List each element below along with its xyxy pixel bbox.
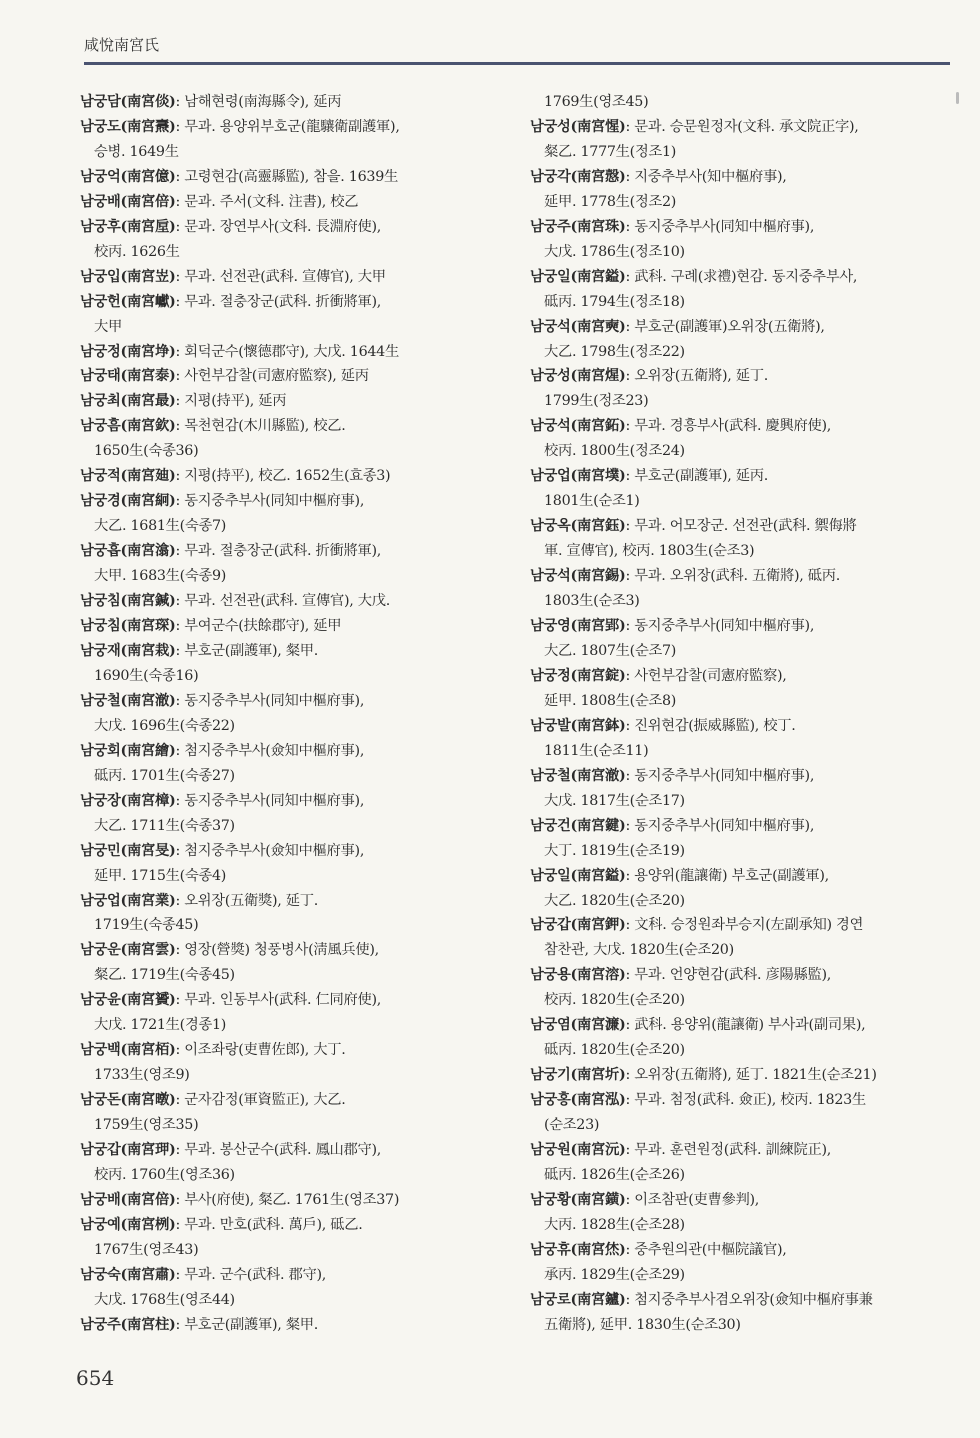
entry-continuation: 承丙. 1829生(순조29) [544,1266,685,1283]
person-name: 남궁일(南宮鎰) [530,268,626,285]
genealogy-entry [80,938,472,963]
entry-text: : 동지중추부사(同知中樞府事), [625,817,815,834]
entry-text: : 오위장(五衛將), 延丁. [625,368,769,385]
entry-text: : 부호군(副護軍), 延丙. [625,468,769,485]
genealogy-entry [80,1038,472,1063]
entry-text: : 무과. 선전관(武科. 宣傳官), 大甲 [175,268,386,285]
entry-continuation: 延甲. 1715生(숙종4) [94,867,227,884]
entry-continuation: 大乙. 1807生(순조7) [544,642,677,659]
person-name: 남궁장(南宮樟) [80,792,176,809]
entry-text: : 무과. 선전관(武科. 宣傳官), 大戊. [175,593,391,610]
genealogy-entry [80,1188,472,1213]
person-name: 남궁석(南宮錫) [530,568,626,585]
entry-text: : 무과. 봉산군수(武科. 鳳山郡守), [175,1142,382,1159]
person-name: 남궁용(南宮溶) [530,967,626,984]
genealogy-entry [530,115,950,140]
genealogy-entry [80,739,472,764]
entry-continuation: 粲乙. 1777生(정조1) [544,143,677,160]
person-name: 남궁운(南宮雲) [80,942,176,959]
person-name: 남궁배(南宮倍) [80,1191,176,1208]
entry-text: : 문과. 장연부사(文科. 長淵府使), [175,218,382,235]
genealogy-entry [530,1188,950,1213]
entry-text: : 동지중추부사(同知中樞府事), [175,792,365,809]
person-name: 남궁재(南宮栽) [80,642,176,659]
genealogy-entry [80,1138,472,1163]
entry-continuation: 校丙. 1800生(정조24) [544,443,685,460]
genealogy-entry [530,664,950,689]
entry-continuation: 軍. 宣傳官), 校丙. 1803生(순조3) [544,543,755,560]
entry-text: : 사헌부감찰(司憲府監察), [625,667,787,684]
genealogy-entry [530,364,950,389]
entry-text: : 지중추부사(知中樞府事), [625,168,787,185]
genealogy-entry [80,639,472,664]
entry-continuation: 延甲. 1808生(순조8) [544,692,677,709]
entry-text: : 무과. 용양위부호군(龍驤衛副護軍), [175,118,400,135]
genealogy-entry [530,165,950,190]
entry-text: : 군자감정(軍資監正), 大乙. [175,1092,346,1109]
page-number: 654 [76,1366,115,1390]
entry-continuation: 校丙. 1760生(영조36) [94,1166,235,1183]
entry-continuation: 大戊. 1721生(경종1) [94,1017,227,1034]
genealogy-entry [80,389,472,414]
person-name: 남궁민(南宮旻) [80,842,176,859]
genealogy-entry [530,864,950,889]
page-edge-mark [956,92,959,104]
entry-text: : 사헌부감찰(司憲府監察), 延丙 [175,368,369,385]
entry-continuation: 1769生(영조45) [544,94,649,110]
entry-text: : 영장(營獎) 청풍병사(淸風兵使), [175,942,379,959]
genealogy-entry [530,1138,950,1163]
entry-continuation: 1767生(영조43) [94,1241,199,1258]
entry-text: : 동지중추부사(同知中樞府事), [625,618,815,635]
person-name: 남궁흡(南宮潝) [80,543,176,560]
entry-text: : 문과. 승문원정자(文科. 承文院正字), [625,118,859,135]
header-rule [84,62,950,65]
person-name: 남궁침(南宮鍼) [80,593,176,610]
entry-continuation: 大乙. 1820生(순조20) [544,892,685,909]
genealogy-entry [80,1213,472,1238]
entry-continuation: 大戊. 1696生(숙종22) [94,717,235,734]
genealogy-entry [80,190,472,215]
entry-continuation: 1803生(순조3) [544,593,640,610]
entry-text: : 무과. 절충장군(武科. 折衝將軍), [175,543,382,560]
person-name: 남궁입(南宮岦) [80,268,176,285]
entry-text: : 오위장(五衛獎), 延丁. [175,892,319,909]
genealogy-entry [80,364,472,389]
entry-continuation: 大乙. 1798生(정조22) [544,343,685,360]
person-name: 남궁홍(南宮泓) [530,1092,626,1109]
person-name: 남궁담(南宮倓) [80,94,176,110]
person-name: 남궁건(南宮鍵) [530,817,626,834]
entry-text: : 고령현감(高靈縣監), 참을. 1639生 [175,168,398,185]
entry-text: : 이조좌랑(吏曹佐郎), 大丁. [175,1042,346,1059]
genealogy-entry [530,714,950,739]
entry-text: : 무과. 오위장(武科. 五衛將), 砥丙. [625,568,841,585]
entry-continuation: (순조23) [544,1117,600,1134]
entry-continuation: 粲乙. 1719生(숙종45) [94,967,235,984]
entry-text: : 문과. 주서(文科. 注書), 校乙 [175,193,359,210]
genealogy-entry [530,564,950,589]
person-name: 남궁최(南宮最) [80,393,176,410]
person-name: 남궁갑(南宮玾) [80,1142,176,1159]
person-name: 남궁발(南宮鉢) [530,717,626,734]
genealogy-entry [80,614,472,639]
genealogy-entry [530,1288,950,1313]
person-name: 남궁윤(南宮贇) [80,992,176,1009]
entry-text: : 동지중추부사(同知中樞府事), [175,692,365,709]
person-name: 남궁숙(南宮肅) [80,1266,176,1283]
entry-text: : 진위현감(振威縣監), 校丁. [625,717,796,734]
person-name: 남궁업(南宮墣) [530,468,626,485]
entry-continuation: 大戊. 1817生(순조17) [544,792,685,809]
person-name: 남궁흠(南宮欽) [80,418,176,435]
person-name: 남궁침(南宮琛) [80,618,176,635]
person-name: 남궁경(南宮絅) [80,493,176,510]
person-name: 남궁회(南宮繪) [80,742,176,759]
entry-continuation: 五衛將), 延甲. 1830生(순조30) [544,1316,741,1333]
entry-text: : 무과. 언양현감(武科. 彦陽縣監), [625,967,832,984]
person-name: 남궁옥(南宮鈺) [530,518,626,535]
person-name: 남궁황(南宮鐄) [530,1191,626,1208]
entry-continuation: 1811生(순조11) [544,742,649,759]
entry-continuation: 大乙. 1681生(숙종7) [94,518,227,535]
person-name: 남궁백(南宮栢) [80,1042,176,1059]
entry-text: : 武科. 구례(求禮)현감. 동지중추부사, [625,268,858,285]
entry-continuation: 승병. 1649生 [94,143,179,160]
person-name: 남궁각(南宮慤) [530,168,626,185]
entry-text: : 부호군(副護軍)오위장(五衛將), [625,318,825,335]
entry-continuation: 校丙. 1820生(순조20) [544,992,685,1009]
entry-continuation: 大丁. 1819生(순조19) [544,842,685,859]
entry-text: : 무과. 첨정(武科. 僉正), 校丙. 1823生 [625,1092,866,1109]
person-name: 남궁도(南宮燾) [80,118,176,135]
entry-continuation: 砥丙. 1794生(정조18) [544,293,685,310]
genealogy-entry [80,265,472,290]
entry-continuation: 砥丙. 1820生(순조20) [544,1042,685,1059]
genealogy-entry [530,215,950,240]
genealogy-entry [530,265,950,290]
person-name: 남궁주(南宮柱) [80,1316,176,1333]
entry-text: : 첨지중추부사(僉知中樞府事), [175,842,365,859]
genealogy-entry [80,165,472,190]
genealogy-entry [80,414,472,439]
person-name: 남궁원(南宮沅) [530,1142,626,1159]
entry-text: : 무과. 훈련원정(武科. 訓練院正), [625,1142,832,1159]
person-name: 남궁염(南宮濂) [530,1017,626,1034]
genealogy-entry [80,1088,472,1113]
entry-continuation: 1759生(영조35) [94,1117,199,1134]
genealogy-entry [530,514,950,539]
person-name: 남궁철(南宮澈) [80,692,176,709]
entry-continuation: 1733生(영조9) [94,1067,190,1084]
genealogy-entry [530,614,950,639]
entry-text: : 부호군(副護軍), 粲甲. [175,642,319,659]
genealogy-entry [80,115,472,140]
person-name: 남궁로(南宮鑪) [530,1291,626,1308]
genealogy-entry [80,215,472,240]
genealogy-entry [80,589,472,614]
entry-text: : 중추원의관(中樞院議官), [625,1241,787,1258]
person-name: 남궁정(南宮錠) [530,667,626,684]
genealogy-entry [80,889,472,914]
entry-continuation: 砥丙. 1701生(숙종27) [94,767,235,784]
entry-text: : 이조참판(吏曹參判), [625,1191,760,1208]
entry-continuation: 1719生(숙종45) [94,917,199,934]
person-name: 남궁주(南宮珠) [530,218,626,235]
person-name: 남궁휴(南宮烋) [530,1241,626,1258]
entry-text: : 무과. 절충장군(武科. 折衝將軍), [175,293,382,310]
genealogy-entry [530,814,950,839]
person-name: 남궁업(南宮業) [80,892,176,909]
entry-text: : 文科. 승정원좌부승지(左副承知) 경연 [625,917,864,934]
entry-continuation: 砥丙. 1826生(순조26) [544,1166,685,1183]
genealogy-entry [80,539,472,564]
genealogy-entry [530,414,950,439]
running-header: 咸悅南宮氏 [84,36,160,54]
entry-text: : 남해현령(南海縣令), 延丙 [175,94,342,110]
entry-continuation: 참찬관, 大戊. 1820生(순조20) [544,942,734,959]
person-name: 남궁돈(南宮暾) [80,1092,176,1109]
person-name: 남궁성(南宮惺) [530,118,626,135]
entry-text: : 회덕군수(懷德郡守), 大戊. 1644生 [175,343,399,360]
genealogy-entry [530,1063,950,1088]
genealogy-entry [530,1088,950,1113]
entry-text: : 목천현감(木川縣監), 校乙. [175,418,346,435]
entry-text: : 무과. 군수(武科. 郡守), [175,1266,327,1283]
entry-continuation: 大甲 [94,318,122,335]
entry-text: : 동지중추부사(同知中樞府事), [625,218,815,235]
person-name: 남궁일(南宮鎰) [530,867,626,884]
entry-text: : 부호군(副護軍), 粲甲. [175,1316,319,1333]
genealogy-entry [80,464,472,489]
entry-text: : 지평(持平), 校乙. 1652生(효종3) [175,468,391,485]
genealogy-entry [530,913,950,938]
entry-text: : 용양위(龍讓衛) 부호군(副護軍), [625,867,829,884]
person-name: 남궁예(南宮栵) [80,1216,176,1233]
entry-text: : 부여군수(扶餘郡守), 延甲 [175,618,342,635]
entry-text: : 부사(府使), 粲乙. 1761生(영조37) [175,1191,400,1208]
genealogy-entry [80,839,472,864]
entry-text: : 무과. 어모장군. 선전관(武科. 禦侮將 [625,518,857,535]
entry-continuation: 1799生(정조23) [544,393,649,410]
person-name: 남궁철(南宮澈) [530,767,626,784]
person-name: 남궁정(南宮埩) [80,343,176,360]
genealogy-entry [80,789,472,814]
entry-continuation: 大乙. 1711生(숙종37) [94,817,235,834]
person-name: 남궁석(南宮奭) [530,318,626,335]
left-column [80,90,472,1338]
genealogy-entry [80,489,472,514]
entry-text: : 오위장(五衛將), 延丁. 1821生(순조21) [625,1067,877,1084]
entry-text: : 첨지중추부사(僉知中樞府事), [175,742,365,759]
genealogy-entry [530,464,950,489]
genealogy-entry [80,340,472,365]
entry-text: : 武科. 용양위(龍讓衛) 부사과(副司果), [625,1017,866,1034]
entry-continuation: 大戊. 1786生(정조10) [544,243,685,260]
entry-text: : 첨지중추부사겸오위장(僉知中樞府事兼 [625,1291,873,1308]
entry-continuation: 延甲. 1778生(정조2) [544,193,677,210]
entry-continuation: 大戊. 1768生(영조44) [94,1291,235,1308]
person-name: 남궁갑(南宮鉀) [530,917,626,934]
person-name: 남궁기(南宮圻) [530,1067,626,1084]
person-name: 남궁헌(南宮巘) [80,293,176,310]
entry-continuation: 大丙. 1828生(순조28) [544,1216,685,1233]
genealogy-entry [530,315,950,340]
entry-continuation: 1690生(숙종16) [94,667,199,684]
person-name: 남궁적(南宮廸) [80,468,176,485]
genealogy-entry [530,764,950,789]
entry-text: : 무과. 경흥부사(武科. 慶興府使), [625,418,832,435]
entry-text: : 지평(持平), 延丙 [175,393,287,410]
right-column [530,90,950,1338]
entry-text: : 무과. 만호(武科. 萬戶), 砥乙. [175,1216,363,1233]
person-name: 남궁억(南宮億) [80,168,176,185]
genealogy-entry [530,1238,950,1263]
entry-continuation: 大甲. 1683生(숙종9) [94,568,227,585]
person-name: 남궁후(南宮垕) [80,218,176,235]
entry-text: : 무과. 인동부사(武科. 仁同府使), [175,992,382,1009]
genealogy-entry [530,963,950,988]
person-name: 남궁성(南宮煋) [530,368,626,385]
entry-text: : 동지중추부사(同知中樞府事), [625,767,815,784]
entry-text: : 동지중추부사(同知中樞府事), [175,493,365,510]
person-name: 남궁석(南宮鉐) [530,418,626,435]
genealogy-entry [80,90,472,115]
person-name: 남궁태(南宮泰) [80,368,176,385]
genealogy-entry [530,1013,950,1038]
genealogy-entry [80,1263,472,1288]
genealogy-entry [80,290,472,315]
entry-continuation: 1801生(순조1) [544,493,640,510]
genealogy-entry [80,689,472,714]
person-name: 남궁배(南宮倍) [80,193,176,210]
entry-continuation: 1650生(숙종36) [94,443,199,460]
genealogy-entry [80,1313,472,1338]
genealogy-entry [80,988,472,1013]
entry-continuation: 校丙. 1626生 [94,243,180,260]
person-name: 남궁영(南宮郢) [530,618,626,635]
